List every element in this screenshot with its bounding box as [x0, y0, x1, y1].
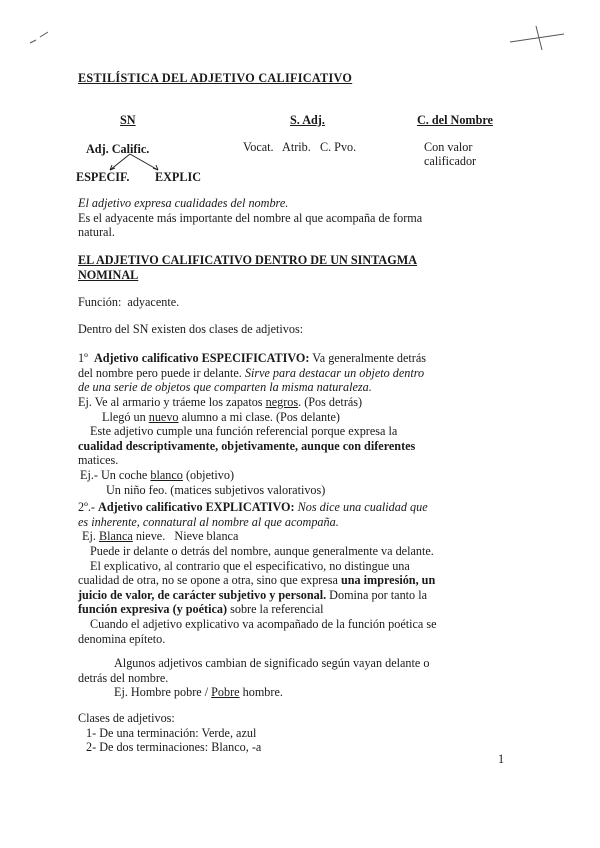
esp-label: Adjetivo calificativo ESPECIFICATIVO:	[93, 351, 310, 365]
esp-para-1: Este adjetivo cumple una función referencial porque expresa la	[90, 424, 398, 439]
exp-p4-a: Domina por tanto la	[326, 587, 427, 602]
exp-ex-b: nieve. Nieve blanca	[132, 529, 239, 544]
sig-line-1: Algunos adjetivos cambian de significado según vayan delante o	[114, 656, 430, 670]
esp-ex2-b: alumno a mi clase. (Pos delante)	[178, 409, 340, 424]
significado-block	[78, 656, 429, 700]
page-number: 1	[498, 752, 505, 766]
exp-p4-b: juicio de valor, de carácter subjetivo y personal.	[78, 587, 327, 602]
section-heading	[78, 253, 417, 282]
esp-line-1	[78, 351, 426, 366]
sn-sub: Adj. Calific.	[86, 142, 150, 156]
especif-label: ESPECIF.	[76, 170, 130, 184]
clases-block	[78, 711, 261, 755]
section-heading-line-1: EL ADJETIVO CALIFICATIVO DENTRO DE UN SINTAGMA	[78, 253, 418, 267]
explicativo-block	[78, 500, 437, 646]
esp-l1-rest: Va generalmente detrás	[309, 351, 427, 365]
exp-line-2: es inherente, connatural al nombre al que acompaña.	[78, 514, 339, 529]
col-sn: SN	[120, 113, 136, 127]
clases-item-2: 2- De dos terminaciones: Blanco, -a	[86, 740, 262, 755]
exp-p5-a: sobre la referencial	[227, 602, 324, 617]
cnombre-sub-2: calificador	[424, 154, 477, 168]
esp-ex3-b: (objetivo)	[182, 468, 234, 483]
exp-para-5	[78, 602, 437, 617]
explic-label: EXPLIC	[155, 170, 202, 184]
col-cnombre: C. del Nombre	[417, 113, 493, 127]
exp-line-1	[78, 500, 437, 515]
sig-ex-b: hombre.	[239, 685, 283, 700]
sig-ex-u: Pobre	[211, 685, 240, 700]
esp-example-4: Un niño feo. (matices subjetivos valorativos)	[106, 482, 326, 497]
especificativo-block	[78, 351, 426, 497]
exp-label: Adjetivo calificativo EXPLICATIVO:	[98, 500, 295, 514]
sig-ex-a: Ej. Hombre pobre /	[114, 685, 212, 700]
esp-ex3-a: Ej.- Un coche	[80, 468, 151, 483]
cnombre-sub-1: Con valor	[424, 140, 473, 154]
esp-num: 1º	[78, 351, 88, 365]
exp-ex-a: Ej.	[82, 529, 99, 544]
funcion-line: Función: adyacente.	[78, 295, 180, 309]
esp-ex2-u: nuevo	[148, 409, 179, 424]
exp-ex-u: Blanca	[98, 529, 133, 544]
col-sadj: S. Adj.	[290, 113, 325, 127]
exp-para-3	[78, 573, 437, 588]
esp-para-3: matices.	[78, 453, 119, 468]
exp-num: 2º.-	[78, 500, 95, 514]
section-heading-line-2: NOMINAL	[78, 267, 139, 282]
sig-line-2: detrás del nombre.	[78, 670, 169, 685]
esp-example-1	[78, 395, 426, 410]
esp-ex2-a: Llegó un	[102, 409, 149, 424]
intro-line-3: natural.	[78, 225, 115, 240]
esp-line-3: de una serie de objetos que comparten la misma naturaleza.	[78, 380, 372, 395]
exp-p3-b: una impresión, un	[340, 573, 436, 588]
sig-example	[78, 685, 429, 700]
exp-para-1: Puede ir delante o detrás del nombre, aunque generalmente va delante.	[90, 543, 434, 558]
clases-item-1: 1- De una terminación: Verde, azul	[86, 725, 257, 740]
pen-mark-top-left	[28, 30, 50, 46]
esp-ex1-u: negros	[265, 394, 299, 409]
exp-para-4	[78, 588, 437, 603]
document-title: ESTILÍSTICA DEL ADJETIVO CALIFICATIVO	[78, 71, 353, 85]
exp-example	[78, 529, 437, 544]
esp-ex1-a: Ej. Ve al armario y tráeme los zapatos	[78, 394, 266, 409]
esp-example-3	[78, 468, 426, 483]
exp-para-6: Cuando el adjetivo explicativo va acompañado de la función poética se	[90, 617, 437, 632]
sadj-sub: Vocat. Atrib. C. Pvo.	[243, 140, 357, 154]
intro	[78, 196, 422, 240]
exp-p5-b: función expresiva (y poética)	[78, 602, 228, 617]
esp-l2-plain: del nombre pero puede ir delante.	[78, 365, 245, 380]
clases-heading: Clases de adjetivos:	[78, 711, 175, 725]
esp-para-2: cualidad descriptivamente, objetivamente, aunque con diferentes	[78, 438, 416, 453]
intro-line-2: Es el adyacente más importante del nombre al que acompaña de forma	[78, 210, 423, 225]
esp-example-2	[78, 410, 426, 425]
exp-p3-a: cualidad de otra, no se opone a otra, sino que expresa	[78, 573, 341, 588]
intro-line-1: El adjetivo expresa cualidades del nombre.	[78, 196, 289, 210]
pen-mark-top-right	[508, 22, 568, 52]
esp-line-2	[78, 366, 426, 381]
exp-l1-italic: Nos dice una cualidad que	[294, 500, 428, 514]
esp-l2-italic: Sirve para destacar un objeto dentro	[244, 365, 425, 380]
esp-ex3-u: blanco	[150, 468, 183, 483]
esp-ex1-b: . (Pos detrás)	[298, 394, 363, 409]
exp-para-2: El explicativo, al contrario que el especificativo, no distingue una	[90, 558, 410, 573]
dentro-line: Dentro del SN existen dos clases de adjetivos:	[78, 322, 304, 336]
exp-para-7: denomina epíteto.	[78, 631, 166, 646]
